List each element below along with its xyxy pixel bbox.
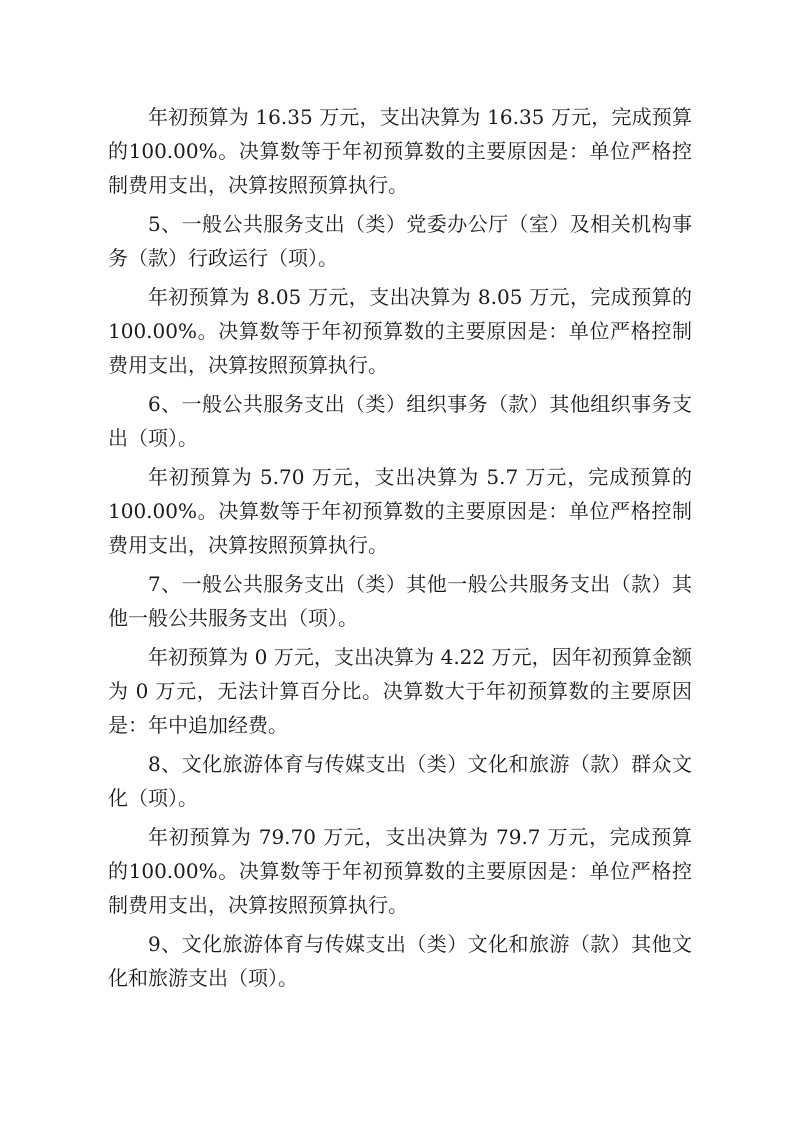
heading-item-6: 6、一般公共服务支出（类）组织事务（款）其他组织事务支出（项）。 [108,392,692,450]
paragraph-budget-79-70: 年初预算为 79.70 万元，支出决算为 79.7 万元，完成预算的100.00%。决算数等于年初预算数的主要原因是：单位严格控制费用支出，决算按照预算执行。 [108,825,692,917]
paragraph-budget-8-05: 年初预算为 8.05 万元，支出决算为 8.05 万元，完成预算的100.00%。决算数等于年初预算数的主要原因是：单位严格控制费用支出，决算按照预算执行。 [108,285,692,377]
heading-item-8: 8、文化旅游体育与传媒支出（类）文化和旅游（款）群众文化（项）。 [108,752,692,810]
document-page [108,100,692,1000]
heading-item-5: 5、一般公共服务支出（类）党委办公厅（室）及相关机构事务（款）行政运行（项）。 [108,212,692,270]
heading-item-9: 9、文化旅游体育与传媒支出（类）文化和旅游（款）其他文化和旅游支出（项）。 [108,932,692,990]
paragraph-budget-5-70: 年初预算为 5.70 万元，支出决算为 5.7 万元，完成预算的100.00%。决算数等于年初预算数的主要原因是：单位严格控制费用支出，决算按照预算执行。 [108,465,692,557]
paragraph-budget-0: 年初预算为 0 万元，支出决算为 4.22 万元，因年初预算金额为 0 万元，无法计算百分比。决算数大于年初预算数的主要原因是：年中追加经费。 [108,645,692,737]
heading-item-7: 7、一般公共服务支出（类）其他一般公共服务支出（款）其他一般公共服务支出（项）。 [108,572,692,630]
paragraph-budget-16-35: 年初预算为 16.35 万元，支出决算为 16.35 万元，完成预算的100.00%。决算数等于年初预算数的主要原因是：单位严格控制费用支出，决算按照预算执行。 [108,105,692,197]
